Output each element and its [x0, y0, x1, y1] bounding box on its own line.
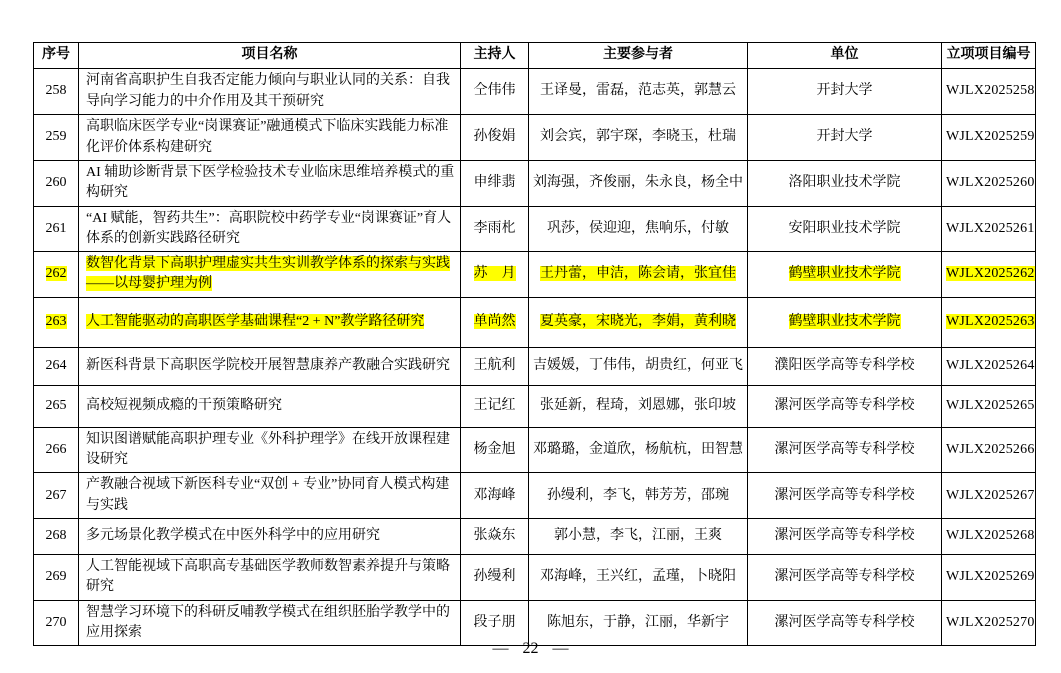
- host-name: 单尚然: [473, 314, 516, 330]
- table-row: [34, 600, 1036, 646]
- participants-names: 孙缦利，李飞，韩芳芳，邵琬: [547, 487, 729, 503]
- participants-cell: [529, 518, 748, 554]
- project-code-cell: [942, 297, 1036, 347]
- project-title-cell: [79, 427, 461, 473]
- project-code: WJLX2025265: [946, 398, 1035, 414]
- table-row: [34, 473, 1036, 519]
- participants-names: 郭小慧，李飞，江丽，王爽: [554, 528, 722, 544]
- participants-names: 吉媛媛，丁伟伟，胡贵红，何亚飞: [533, 358, 743, 374]
- serial-number: 266: [45, 441, 67, 457]
- project-code-cell: [942, 115, 1036, 161]
- project-code-cell: [942, 206, 1036, 252]
- host-name: 李雨朼: [473, 220, 516, 236]
- table-row: [34, 206, 1036, 252]
- project-code-cell: [942, 69, 1036, 115]
- host-name: 段子朋: [473, 614, 516, 630]
- unit-name: 漯河医学高等专科学校: [774, 614, 915, 630]
- project-code-cell: [942, 427, 1036, 473]
- project-code: WJLX2025268: [946, 528, 1035, 544]
- project-title: 产教融合视域下新医科专业“双创 + 专业”协同育人模式构建与实践: [86, 477, 450, 513]
- host-cell: [461, 427, 529, 473]
- project-approval-table: [33, 42, 1036, 646]
- table-row: [34, 518, 1036, 554]
- serial-number: 259: [45, 129, 67, 145]
- project-code: WJLX2025261: [946, 220, 1035, 236]
- host-cell: [461, 385, 529, 427]
- serial-number: 265: [45, 398, 67, 414]
- participants-cell: [529, 473, 748, 519]
- serial-number-cell: [34, 115, 79, 161]
- serial-number-cell: [34, 161, 79, 207]
- project-title: 人工智能驱动的高职医学基础课程“2 + N”教学路径研究: [86, 314, 425, 330]
- table-row: [34, 385, 1036, 427]
- unit-name: 漯河医学高等专科学校: [774, 441, 915, 457]
- participants-names: 刘会宾，郭宇琛，李晓玉，杜瑞: [540, 129, 736, 145]
- project-title: 智慧学习环境下的科研反哺教学模式在组织胚胎学教学中的应用探索: [86, 604, 450, 640]
- table-row: [34, 252, 1036, 298]
- participants-names: 邓海峰，王兴红，孟瑾，卜晓阳: [540, 569, 736, 585]
- header-project-code: 立项项目编号: [942, 43, 1036, 69]
- participants-cell: [529, 600, 748, 646]
- host-name: 张焱东: [473, 528, 516, 544]
- project-code-cell: [942, 347, 1036, 385]
- project-title-cell: [79, 600, 461, 646]
- project-title-cell: [79, 473, 461, 519]
- host-name: 申绯翡: [473, 175, 516, 191]
- unit-name: 漯河医学高等专科学校: [774, 528, 915, 544]
- project-code: WJLX2025260: [946, 175, 1035, 191]
- serial-number: 263: [45, 314, 67, 330]
- host-cell: [461, 347, 529, 385]
- table-header-row: [34, 43, 1036, 69]
- header-unit: 单位: [748, 43, 942, 69]
- participants-cell: [529, 115, 748, 161]
- project-title: 数智化背景下高职护理虚实共生实训教学体系的探索与实践——以母婴护理为例: [86, 256, 450, 292]
- host-cell: [461, 69, 529, 115]
- host-name: 邓海峰: [473, 487, 516, 503]
- serial-number: 268: [45, 528, 67, 544]
- serial-number: 261: [45, 220, 67, 236]
- project-code-cell: [942, 600, 1036, 646]
- project-code-cell: [942, 518, 1036, 554]
- participants-names: 王译曼，雷磊，范志英，郭慧云: [540, 83, 736, 99]
- participants-cell: [529, 297, 748, 347]
- unit-name: 漯河医学高等专科学校: [774, 569, 915, 585]
- unit-cell: [748, 600, 942, 646]
- host-name: 仝伟伟: [473, 83, 516, 99]
- unit-cell: [748, 69, 942, 115]
- host-cell: [461, 518, 529, 554]
- project-title-cell: [79, 297, 461, 347]
- host-name: 杨金旭: [473, 441, 516, 457]
- unit-cell: [748, 161, 942, 207]
- project-code-cell: [942, 252, 1036, 298]
- header-participants: 主要参与者: [529, 43, 748, 69]
- host-name: 孙俊娟: [473, 129, 516, 145]
- host-cell: [461, 161, 529, 207]
- unit-cell: [748, 518, 942, 554]
- header-project-title: 项目名称: [79, 43, 461, 69]
- participants-cell: [529, 69, 748, 115]
- unit-cell: [748, 297, 942, 347]
- project-title: 多元场景化教学模式在中医外科学中的应用研究: [86, 528, 380, 544]
- host-name: 王航利: [473, 358, 516, 374]
- project-code-cell: [942, 161, 1036, 207]
- serial-number-cell: [34, 600, 79, 646]
- host-cell: [461, 252, 529, 298]
- project-title-cell: [79, 385, 461, 427]
- project-code: WJLX2025266: [946, 441, 1035, 457]
- unit-name: 开封大学: [816, 129, 873, 145]
- serial-number: 270: [45, 614, 67, 630]
- participants-cell: [529, 554, 748, 600]
- project-code-cell: [942, 473, 1036, 519]
- participants-cell: [529, 252, 748, 298]
- table-row: [34, 69, 1036, 115]
- project-title-cell: [79, 347, 461, 385]
- project-title-cell: [79, 554, 461, 600]
- project-title: AI 辅助诊断背景下医学检验技术专业临床思维培养模式的重构研究: [86, 165, 455, 201]
- unit-cell: [748, 427, 942, 473]
- unit-name: 漯河医学高等专科学校: [774, 398, 915, 414]
- participants-cell: [529, 385, 748, 427]
- host-cell: [461, 206, 529, 252]
- project-code: WJLX2025264: [946, 358, 1035, 374]
- participants-names: 张延新，程琦，刘恩娜，张印坡: [540, 398, 736, 414]
- unit-cell: [748, 385, 942, 427]
- participants-names: 巩莎，侯迎迎，焦响乐，付敏: [547, 220, 729, 236]
- participants-names: 夏英豪，宋晓光，李娟，黄利晓: [540, 314, 736, 330]
- serial-number-cell: [34, 69, 79, 115]
- participants-cell: [529, 206, 748, 252]
- unit-cell: [748, 206, 942, 252]
- table-row: [34, 427, 1036, 473]
- unit-name: 洛阳职业技术学院: [788, 175, 901, 191]
- host-name: 王记红: [473, 398, 516, 414]
- host-name: 孙缦利: [473, 569, 516, 585]
- serial-number-cell: [34, 385, 79, 427]
- project-title-cell: [79, 252, 461, 298]
- project-code: WJLX2025262: [946, 266, 1035, 282]
- serial-number: 258: [45, 83, 67, 99]
- host-cell: [461, 600, 529, 646]
- host-cell: [461, 297, 529, 347]
- project-title: 高职临床医学专业“岗课赛证”融通模式下临床实践能力标准化评价体系构建研究: [86, 119, 449, 155]
- project-code: WJLX2025270: [946, 614, 1035, 630]
- project-title-cell: [79, 518, 461, 554]
- project-code: WJLX2025263: [946, 314, 1035, 330]
- project-title: 新医科背景下高职医学院校开展智慧康养产教融合实践研究: [86, 358, 450, 374]
- host-name: 苏 月: [473, 266, 516, 282]
- table-row: [34, 347, 1036, 385]
- serial-number-cell: [34, 518, 79, 554]
- project-title: “AI 赋能，智药共生”：高职院校中药学专业“岗课赛证”育人体系的创新实践路径研究: [86, 210, 452, 246]
- table-row: [34, 297, 1036, 347]
- participants-names: 邓璐璐，金道欣，杨航杭，田智慧: [533, 441, 743, 457]
- participants-names: 刘海强，齐俊丽，朱永良，杨全中: [533, 175, 743, 191]
- serial-number: 264: [45, 358, 67, 374]
- project-title-cell: [79, 161, 461, 207]
- host-cell: [461, 473, 529, 519]
- participants-cell: [529, 161, 748, 207]
- project-code: WJLX2025259: [946, 129, 1035, 145]
- project-code-cell: [942, 385, 1036, 427]
- serial-number-cell: [34, 297, 79, 347]
- participants-cell: [529, 347, 748, 385]
- unit-name: 漯河医学高等专科学校: [774, 487, 915, 503]
- unit-cell: [748, 473, 942, 519]
- header-host: 主持人: [461, 43, 529, 69]
- project-title: 人工智能视域下高职高专基础医学教师数智素养提升与策略研究: [86, 558, 450, 595]
- unit-name: 开封大学: [816, 83, 873, 99]
- serial-number: 269: [45, 569, 67, 585]
- participants-cell: [529, 427, 748, 473]
- unit-name: 濮阳医学高等专科学校: [774, 358, 915, 374]
- project-title: 知识图谱赋能高职护理专业《外科护理学》在线开放课程建设研究: [86, 431, 450, 468]
- project-title: 高校短视频成瘾的干预策略研究: [86, 398, 282, 414]
- unit-name: 鹤壁职业技术学院: [788, 314, 901, 330]
- host-cell: [461, 115, 529, 161]
- serial-number: 262: [45, 266, 67, 282]
- serial-number: 267: [45, 487, 67, 503]
- project-code: WJLX2025258: [946, 83, 1035, 99]
- serial-number-cell: [34, 427, 79, 473]
- table-row: [34, 115, 1036, 161]
- project-title-cell: [79, 115, 461, 161]
- unit-cell: [748, 252, 942, 298]
- serial-number-cell: [34, 554, 79, 600]
- table-row: [34, 161, 1036, 207]
- unit-cell: [748, 347, 942, 385]
- project-code: WJLX2025267: [946, 487, 1035, 503]
- host-cell: [461, 554, 529, 600]
- unit-name: 安阳职业技术学院: [788, 220, 901, 236]
- project-title-cell: [79, 69, 461, 115]
- serial-number-cell: [34, 206, 79, 252]
- project-code: WJLX2025269: [946, 569, 1035, 585]
- unit-cell: [748, 554, 942, 600]
- serial-number-cell: [34, 252, 79, 298]
- page-number: — 22 —: [492, 640, 569, 657]
- serial-number-cell: [34, 347, 79, 385]
- table-row: [34, 554, 1036, 600]
- participants-names: 陈旭东，于静，江丽，华新宇: [547, 614, 729, 630]
- participants-names: 王丹蕾，申洁，陈会请，张宜佳: [540, 266, 736, 282]
- unit-name: 鹤壁职业技术学院: [788, 266, 901, 282]
- serial-number: 260: [45, 175, 67, 191]
- unit-cell: [748, 115, 942, 161]
- project-code-cell: [942, 554, 1036, 600]
- serial-number-cell: [34, 473, 79, 519]
- header-serial-number: 序号: [34, 43, 79, 69]
- project-title: 河南省高职护生自我否定能力倾向与职业认同的关系：自我导向学习能力的中介作用及其干预研究: [86, 73, 450, 109]
- project-title-cell: [79, 206, 461, 252]
